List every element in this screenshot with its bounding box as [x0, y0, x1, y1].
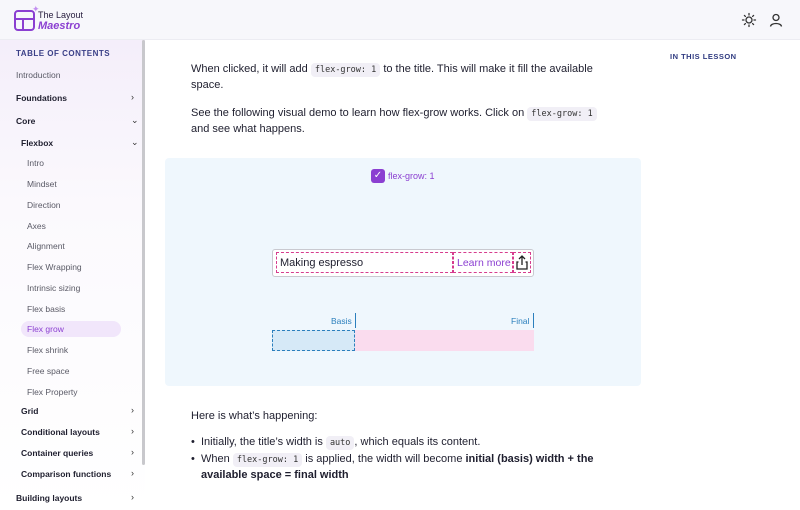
chevron-right-icon[interactable]: › [131, 447, 134, 457]
demo-share-button[interactable] [513, 252, 531, 273]
site-logo[interactable] [14, 4, 84, 34]
happening-heading: Here is what’s happening: [191, 410, 318, 422]
chevron-right-icon[interactable]: › [131, 492, 134, 502]
sidebar-item-introduction[interactable]: Introduction [16, 70, 61, 80]
chevron-right-icon[interactable]: › [131, 92, 134, 102]
code-snippet: flex-grow: 1 [233, 453, 302, 467]
sidebar-item-free-space[interactable]: Free space [27, 366, 70, 376]
list-item: • Initially, the title’s width is auto , which equals its content. [191, 436, 481, 448]
paragraph-1 [191, 61, 593, 78]
basis-label: Basis [331, 316, 352, 326]
sidebar [0, 40, 145, 510]
text: When [201, 453, 230, 465]
chevron-right-icon[interactable]: › [131, 468, 134, 478]
demo-learn-more-link[interactable]: Learn more [453, 252, 513, 273]
sidebar-item-container-queries[interactable]: Container queries [21, 448, 94, 458]
bold-text: initial (basis) width + the [465, 453, 594, 465]
sidebar-item-flex-grow[interactable]: Flex grow [21, 321, 121, 337]
sidebar-item-flex-wrapping[interactable]: Flex Wrapping [27, 262, 82, 272]
text: Initially, the title’s width is [201, 436, 323, 448]
basis-width-bar [272, 330, 355, 351]
text: , which equals its content. [354, 436, 481, 448]
sidebar-item-flex-basis[interactable]: Flex basis [27, 304, 66, 314]
paragraph-2-line2: and see what happens. [191, 123, 305, 135]
code-snippet: auto [326, 436, 354, 450]
sidebar-item-flex-property[interactable]: Flex Property [27, 387, 78, 397]
list-item: • When flex-grow: 1 is applied, the width will become initial (basis) width + the [191, 453, 594, 465]
sidebar-item-intro[interactable]: Intro [27, 158, 45, 168]
share-icon [514, 253, 530, 272]
in-this-lesson-title: IN THIS LESSON [670, 52, 737, 61]
chevron-right-icon[interactable]: › [131, 405, 134, 415]
checkbox-label[interactable]: flex-grow: 1 [388, 171, 435, 181]
paragraph-2 [191, 105, 597, 122]
sidebar-item-building-layouts[interactable]: Building layouts [16, 493, 83, 503]
top-header [0, 0, 800, 40]
code-snippet: flex-grow: 1 [527, 107, 596, 121]
checkmark-icon: ✓ [373, 170, 383, 181]
sidebar-item-mindset[interactable]: Mindset [27, 179, 57, 189]
logo-text-line1: The Layout [38, 10, 84, 20]
sidebar-item-flex-shrink[interactable]: Flex shrink [27, 345, 69, 355]
logo-text-line2: Maestro [38, 20, 81, 32]
sparkle-icon: ✦ [32, 4, 40, 14]
code-snippet: flex-grow: 1 [311, 63, 380, 77]
text: is applied, the width will become [305, 453, 463, 465]
toc-title: TABLE OF CONTENTS [16, 49, 111, 58]
text: See the following visual demo to learn how flex-grow works. Click on [191, 107, 525, 119]
chevron-down-icon[interactable]: ⌄ [131, 115, 139, 125]
sidebar-item-axes[interactable]: Axes [27, 221, 46, 231]
sun-icon[interactable] [741, 12, 757, 28]
list-item-line2: available space = final width [201, 469, 349, 481]
sidebar-item-intrinsic-sizing[interactable]: Intrinsic sizing [27, 283, 81, 293]
sidebar-item-direction[interactable]: Direction [27, 200, 61, 210]
paragraph-1-line2: space. [191, 79, 224, 91]
sidebar-scrollbar[interactable] [142, 40, 145, 465]
demo-title: Making espresso [276, 252, 453, 273]
flex-grow-checkbox[interactable] [371, 169, 385, 183]
sidebar-item-core[interactable]: Core [16, 116, 36, 126]
sidebar-item-conditional-layouts[interactable]: Conditional layouts [21, 427, 100, 437]
text: When clicked, it will add [191, 63, 308, 75]
sidebar-item-foundations[interactable]: Foundations [16, 93, 67, 103]
sidebar-item-grid[interactable]: Grid [21, 406, 39, 416]
sidebar-item-comparison-functions[interactable]: Comparison functions [21, 469, 112, 479]
sidebar-item-alignment[interactable]: Alignment [27, 241, 65, 251]
final-label: Final [511, 316, 530, 326]
sidebar-item-flexbox[interactable]: Flexbox [21, 138, 54, 148]
basis-marker [355, 313, 356, 328]
user-icon[interactable] [768, 12, 784, 28]
chevron-down-icon[interactable]: ⌄ [131, 137, 139, 147]
final-marker [533, 313, 534, 328]
text: to the title. This will make it fill the available [383, 63, 593, 75]
chevron-right-icon[interactable]: › [131, 426, 134, 436]
